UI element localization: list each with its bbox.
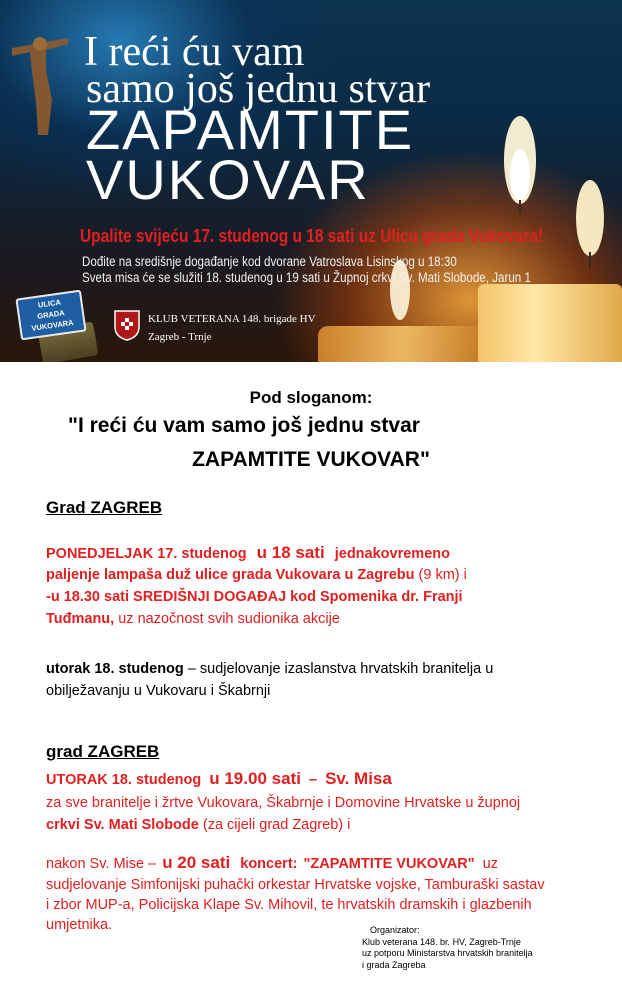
section-1-line-1 [46, 542, 450, 565]
street-sign-line-2: GRADA [36, 308, 66, 321]
distance-text: (9 km) i [414, 567, 467, 583]
street-sign-line-3: VUKOVARA [30, 317, 75, 333]
organizer-line-4: i grada Zagreba [362, 959, 426, 970]
slogan-heading: Pod sloganom: [249, 388, 373, 407]
banner-title-line-4: VUKOVAR [86, 148, 370, 211]
section-2-line-2: za sve branitelje i žrtve Vukovara, Škabrnje i Domovine Hrvatske u župnoj [46, 795, 521, 811]
organizer-line-2: Klub veterana 148. br. HV, Zagreb-Trnje [362, 936, 521, 947]
banner-title-line-1: I reći ću vam [84, 29, 305, 75]
delegation-text: – sudjelovanje izaslanstva hrvatskih branitelja u [183, 661, 494, 677]
mass-time: u 19.00 sati [209, 769, 301, 788]
monument-name-end: Tuđmanu, [46, 611, 115, 627]
mass-date: UTORAK 18. studenog [46, 772, 202, 788]
banner-info-line-1: Dođite na središnje događanje kod dvorane Vatroslava Lisinskog u 18:30 [82, 254, 457, 269]
lantern-lighting-text: paljenje lampaša duž ulice grada Vukovara u Zagrebu [46, 567, 415, 583]
candle-flames-icon [0, 0, 622, 362]
section-2-title: grad ZAGREB [46, 742, 160, 761]
concert-title: "ZAPAMTITE VUKOVAR" [303, 856, 475, 872]
slogan-line-1: "I reći ću vam samo još jednu stvar [68, 414, 420, 437]
section-2-line-5: sudjelovanje Simfonijski puhački orkestar Hrvatske vojske, Tamburaški sastav [46, 877, 545, 893]
after-mass-text: nakon Sv. Mise – [46, 856, 157, 872]
concert-label: koncert: [240, 856, 298, 872]
attendance-text: uz nazočnost svih sudionika akcije [114, 611, 340, 627]
section-1-title: Grad ZAGREB [46, 498, 163, 517]
organizer-line-3: uz potporu Ministarstva hrvatskih branitelja [362, 948, 533, 958]
section-1-line-5 [46, 658, 493, 680]
mass-title: Sv. Misa [325, 769, 392, 788]
slogan-line-2: ZAPAMTITE VUKOVAR" [192, 448, 430, 471]
banner-title-line-2: samo još jednu stvar [86, 66, 431, 112]
street-sign-line-1: ULICA [37, 297, 62, 310]
church-note: (za cijeli grad Zagreb) i [198, 817, 351, 833]
club-emblem-icon [114, 309, 140, 341]
section-1-line-3: -u 18.30 sati SREDIŠNJI DOGAĐAJ kod Spomenika dr. Franji [46, 589, 463, 605]
event-banner [0, 0, 622, 362]
concert-time: u 20 sati [162, 853, 231, 872]
section-1-line-6: obilježavanju u Vukovaru i Škabrnji [46, 683, 271, 699]
church-name: crkvi Sv. Mati Slobode [46, 817, 199, 833]
club-name-line-1: KLUB VETERANA 148. brigade HV [148, 313, 316, 325]
section-2-line-4 [46, 852, 498, 875]
section-1-line-2 [46, 564, 467, 586]
banner-tagline: Upalite svijeću 17. studenog u 18 sati uz Ulicu grada Vukovara! [80, 226, 544, 246]
section-2-line-6: i zbor MUP-a, Policijska Klape Sv. Mihovil, te hrvatskih dramskih i glazbenih [46, 897, 532, 913]
section-2-line-1 [46, 768, 392, 791]
banner-title-line-3: ZAPAMTITE [86, 98, 415, 161]
event-time: u 18 sati [256, 543, 325, 562]
club-name-line-2: Zagreb - Trnje [148, 331, 212, 343]
organizer-line-1: Organizator: [370, 925, 420, 935]
section-2-line-7: umjetnika. [46, 917, 113, 933]
event-date: PONEDJELJAK 17. studenog [46, 546, 247, 562]
club-name [148, 312, 316, 344]
organizer-block [362, 925, 533, 971]
section-2-line-3 [46, 814, 350, 836]
section-1-line-4 [46, 608, 340, 630]
concert-uz: uz [482, 856, 498, 872]
tuesday-date: utorak 18. studenog [46, 661, 184, 677]
mass-dash: – [308, 772, 318, 788]
banner-info-line-2: Sveta misa će se služiti 18. studenog u 19 sati u Župnoj crkvi Sv. Mati Slobode, Jarun 1 [82, 270, 531, 285]
event-text: jednakovremeno [334, 546, 450, 562]
